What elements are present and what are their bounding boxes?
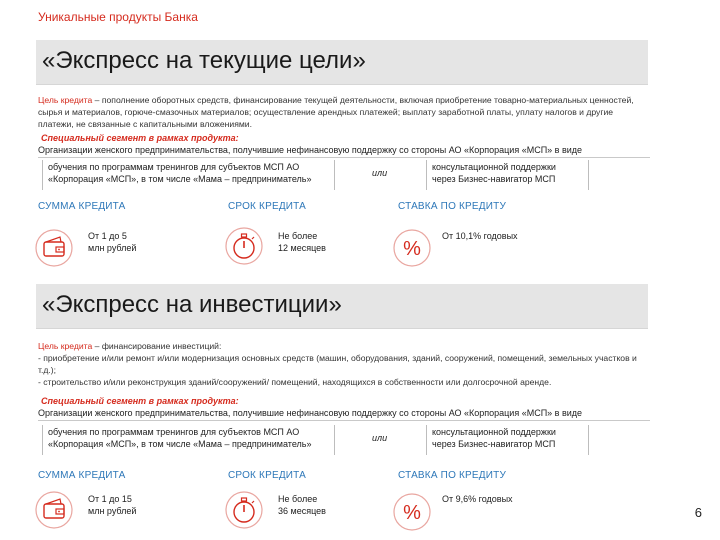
stopwatch-icon (224, 490, 264, 530)
special-segment-label: Специальный сегмент в рамках продукта: (41, 396, 239, 406)
loan-rate-value: От 10,1% годовых (442, 231, 518, 241)
special-segment-text: Организации женского предпринимательства, получившие нефинансовую поддержку со стороны АО «Корпорация «МСП» в виде (38, 145, 583, 155)
product-title-bar (36, 284, 648, 329)
loan-amount-value (88, 230, 136, 254)
divider (38, 157, 650, 158)
stopwatch-icon (224, 226, 264, 266)
wallet-icon (34, 228, 74, 268)
bracket-left (42, 425, 43, 455)
percent-icon (392, 492, 432, 532)
support-option-training (48, 161, 332, 185)
support-option-consulting (432, 161, 582, 185)
special-segment-text: Организации женского предпринимательства, получившие нефинансовую поддержку со стороны АО «Корпорация «МСП» в виде (38, 408, 583, 418)
bracket-left (426, 160, 427, 190)
value-line: От 1 до 15 (88, 494, 132, 504)
bracket-right (588, 160, 589, 190)
option-line: обучения по программам тренингов для субъектов МСП АО (48, 162, 300, 172)
loan-amount-value (88, 493, 136, 517)
value-line: 12 месяцев (278, 243, 326, 253)
option-line: «Корпорация «МСП», в том числе «Мама – предприниматель» (48, 174, 312, 184)
value-line: 36 месяцев (278, 506, 326, 516)
credit-goal-item: - строительство и/или реконструкция зданий/сооружений/ помещений, находящихся в собственности или долгосрочной аренде. (38, 377, 552, 387)
bracket-left (426, 425, 427, 455)
option-line: «Корпорация «МСП», в том числе «Мама – предприниматель» (48, 439, 312, 449)
loan-term-heading: СРОК КРЕДИТА (228, 470, 307, 481)
divider (38, 420, 650, 421)
loan-rate-value: От 9,6% годовых (442, 494, 513, 504)
loan-rate-heading: СТАВКА ПО КРЕДИТУ (398, 470, 507, 481)
credit-goal-label: Цель кредита (38, 341, 93, 351)
support-option-training (48, 426, 332, 450)
option-line: через Бизнес-навигатор МСП (432, 174, 556, 184)
value-line: Не более (278, 231, 318, 241)
credit-goal (38, 94, 650, 130)
bracket-right (334, 425, 335, 455)
product-title-bar (36, 40, 648, 85)
svg-text:%: % (403, 502, 421, 524)
credit-goal-text: – финансирование инвестиций: (92, 341, 222, 351)
option-line: консультационной поддержки (432, 427, 556, 437)
wallet-icon (34, 490, 74, 530)
special-segment-label: Специальный сегмент в рамках продукта: (41, 133, 239, 143)
credit-goal-label: Цель кредита (38, 95, 93, 105)
option-line: консультационной поддержки (432, 162, 556, 172)
option-line: обучения по программам тренингов для субъектов МСП АО (48, 427, 300, 437)
loan-rate-heading: СТАВКА ПО КРЕДИТУ (398, 201, 507, 212)
credit-goal-item: - приобретение и/или ремонт и/или модернизация основных средств (машин, оборудования, зданий, сооружений, помещений, земельных участков и т.д.); (38, 353, 637, 375)
loan-term-value (278, 493, 326, 517)
or-label: или (372, 433, 388, 443)
percent-icon (392, 228, 432, 268)
option-line: через Бизнес-навигатор МСП (432, 439, 556, 449)
or-label: или (372, 168, 388, 178)
loan-amount-heading: СУММА КРЕДИТА (38, 470, 126, 481)
value-line: От 1 до 5 (88, 231, 127, 241)
credit-goal-text: – пополнение оборотных средств, финансирование текущей деятельности, включая приобретение товарно-материальных ценностей, сырья и материалов, горюче-смазочных материалов; осуществление арендных платежей; выплату заработной платы, уплату налогов и другие платежи, не связанные с капитальными вложениями. (38, 95, 634, 129)
svg-text:%: % (403, 238, 421, 260)
credit-goal (38, 340, 650, 388)
page-number: 6 (694, 505, 702, 520)
support-option-consulting (432, 426, 582, 450)
product-title: «Экспресс на инвестиции» (42, 291, 342, 318)
bracket-right (334, 160, 335, 190)
loan-term-heading: СРОК КРЕДИТА (228, 201, 307, 212)
loan-term-value (278, 230, 326, 254)
bracket-left (42, 160, 43, 190)
value-line: млн рублей (88, 506, 137, 516)
product-title: «Экспресс на текущие цели» (42, 47, 366, 74)
brand-header: Уникальные продукты Банка (38, 10, 198, 24)
bracket-right (588, 425, 589, 455)
value-line: млн рублей (88, 243, 137, 253)
value-line: Не более (278, 494, 318, 504)
loan-amount-heading: СУММА КРЕДИТА (38, 201, 126, 212)
